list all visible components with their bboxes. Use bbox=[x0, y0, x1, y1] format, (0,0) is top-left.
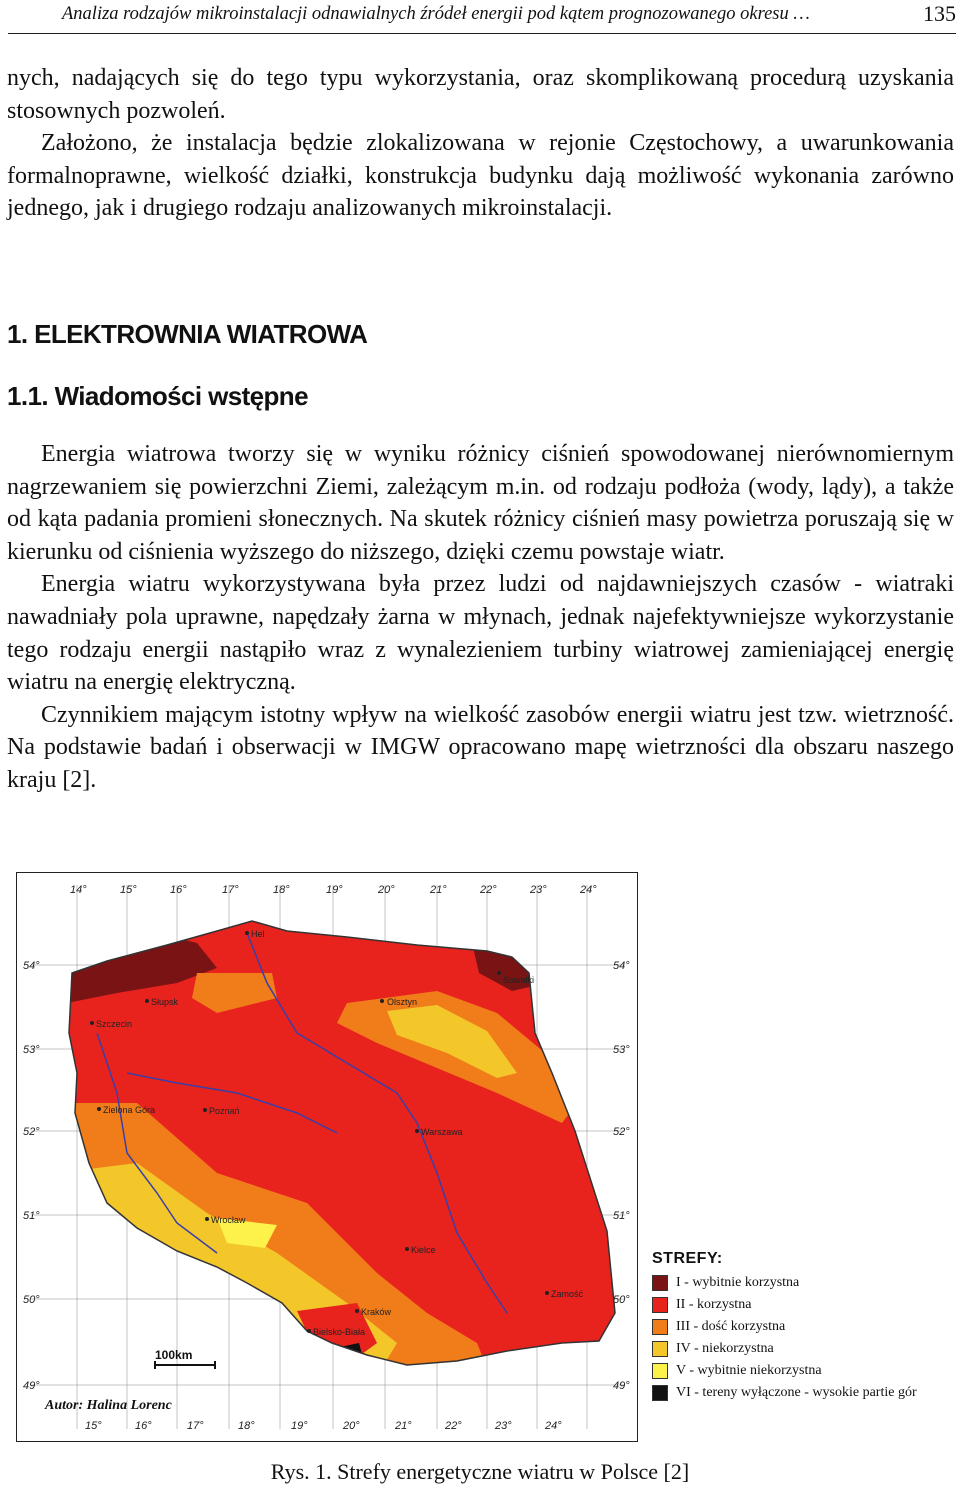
svg-text:Zamość: Zamość bbox=[551, 1289, 584, 1299]
paragraph-windiness: Czynnikiem mającym istotny wpływ na wielkość zasobów energii wiatru jest tzw. wietrzność. Na podstawie badań i obserwacji w IMGW opracowano mapę wietrzności dla obszaru naszego kraju [2]. bbox=[7, 701, 954, 793]
paragraph-continuation: nych, nadających się do tego typu wykorzystania, oraz skomplikowaną procedurą uzyskania stosownych pozwoleń. bbox=[7, 65, 954, 124]
svg-text:Suwałki: Suwałki bbox=[503, 975, 535, 985]
svg-text:15°: 15° bbox=[120, 884, 137, 896]
svg-text:19°: 19° bbox=[326, 884, 343, 896]
svg-text:18°: 18° bbox=[273, 884, 290, 896]
svg-text:Olsztyn: Olsztyn bbox=[387, 997, 418, 1007]
svg-text:24°: 24° bbox=[545, 1420, 562, 1432]
legend-label: VI - tereny wyłączone - wysokie partie gór bbox=[676, 1385, 917, 1400]
legend-swatch bbox=[652, 1385, 668, 1401]
svg-text:17°: 17° bbox=[222, 884, 239, 896]
map-svg bbox=[17, 873, 637, 1441]
svg-text:16°: 16° bbox=[170, 884, 187, 896]
svg-text:54°: 54° bbox=[613, 960, 630, 972]
svg-text:Szczecin: Szczecin bbox=[96, 1019, 133, 1029]
svg-text:Wrocław: Wrocław bbox=[211, 1215, 246, 1225]
intro-text bbox=[7, 62, 954, 225]
svg-text:54°: 54° bbox=[23, 960, 40, 972]
svg-text:22°: 22° bbox=[445, 1420, 462, 1432]
svg-text:Kielce: Kielce bbox=[411, 1245, 436, 1255]
svg-text:Warszawa: Warszawa bbox=[421, 1127, 463, 1137]
paragraph-wind-origin: Energia wiatrowa tworzy się w wyniku różnicy ciśnień spowodowanej nierównomiernym nagrzewaniem się powierzchni Ziemi, zależącym m.in. od rodzaju podłoża (wody, lądy), a także od kąta padania promieni słonecznych. Na skutek różnicy ciśnień masy powietrza poruszają się w kierunku od ciśnienia wyższego do niższego, dzięki czemu powstaje wiatr. bbox=[7, 441, 954, 565]
running-header bbox=[8, 0, 956, 34]
svg-text:50°: 50° bbox=[23, 1294, 40, 1306]
svg-text:49°: 49° bbox=[23, 1380, 40, 1392]
legend-title: STREFY: bbox=[652, 1250, 723, 1267]
legend-item bbox=[652, 1294, 952, 1316]
svg-text:Zielona Góra: Zielona Góra bbox=[103, 1105, 156, 1115]
paragraph-wind-history: Energia wiatru wykorzystywana była przez ludzi od najdawniejszych czasów - wiatraki nawadniały pola uprawne, napędzały żarna w młynach, jednak najefektywniejsze wykorzystanie tego rodzaju energii nastąpiło wraz z wynalezieniem turbiny wiatrowej zamieniającej energię wiatru na energię elektryczną. bbox=[7, 571, 954, 696]
legend-swatch bbox=[652, 1319, 668, 1335]
svg-text:52°: 52° bbox=[23, 1126, 40, 1138]
svg-text:51°: 51° bbox=[613, 1210, 630, 1222]
svg-text:Poznań: Poznań bbox=[209, 1106, 240, 1116]
map-author: Autor: Halina Lorenc bbox=[45, 1398, 172, 1413]
wind-zone-map bbox=[16, 872, 638, 1442]
wind-zones bbox=[17, 873, 637, 1441]
map-scale-bar bbox=[155, 1348, 215, 1369]
figure-caption: Rys. 1. Strefy energetyczne wiatru w Polsce [2] bbox=[270, 1459, 690, 1484]
svg-text:53°: 53° bbox=[23, 1044, 40, 1056]
svg-text:23°: 23° bbox=[495, 1420, 512, 1432]
svg-text:50°: 50° bbox=[613, 1294, 630, 1306]
legend-swatch bbox=[652, 1363, 668, 1379]
svg-text:Słupsk: Słupsk bbox=[151, 997, 179, 1007]
svg-text:18°: 18° bbox=[238, 1420, 255, 1432]
subsection-heading: 1.1. Wiadomości wstępne bbox=[7, 381, 308, 411]
svg-text:51°: 51° bbox=[23, 1210, 40, 1222]
svg-text:20°: 20° bbox=[343, 1420, 360, 1432]
svg-text:19°: 19° bbox=[291, 1420, 308, 1432]
scale-label: 100km bbox=[155, 1348, 193, 1362]
svg-text:21°: 21° bbox=[430, 884, 447, 896]
legend-item bbox=[652, 1360, 952, 1382]
legend-item bbox=[652, 1338, 952, 1360]
legend-swatch bbox=[652, 1275, 668, 1291]
legend-swatch bbox=[652, 1297, 668, 1313]
legend-label: IV - niekorzystna bbox=[676, 1341, 774, 1356]
svg-text:15°: 15° bbox=[85, 1420, 102, 1432]
svg-text:52°: 52° bbox=[613, 1126, 630, 1138]
svg-text:20°: 20° bbox=[378, 884, 395, 896]
map-legend bbox=[652, 1250, 952, 1404]
legend-label: II - korzystna bbox=[676, 1297, 752, 1312]
legend-label: V - wybitnie niekorzystna bbox=[676, 1363, 822, 1378]
svg-text:17°: 17° bbox=[187, 1420, 204, 1432]
main-text bbox=[7, 438, 954, 797]
legend-label: III - dość korzystna bbox=[676, 1319, 786, 1334]
paragraph-location: Założono, że instalacja będzie zlokalizowana w rejonie Częstochowy, a uwarunkowania formalnoprawne, wielkość działki, konstrukcja budynku dają możliwość wykonania zarówno jednego, jak i drugiego rodzaju analizowanych mikroinstalacji. bbox=[7, 130, 954, 222]
section-heading: 1. ELEKTROWNIA WIATROWA bbox=[7, 319, 368, 349]
running-title: Analiza rodzajów mikroinstalacji odnawialnych źródeł energii pod kątem prognozowanego okresu … bbox=[62, 4, 810, 24]
svg-text:Kraków: Kraków bbox=[361, 1307, 392, 1317]
svg-text:21°: 21° bbox=[395, 1420, 412, 1432]
page-number: 135 bbox=[923, 1, 956, 26]
legend-label: I - wybitnie korzystna bbox=[676, 1275, 800, 1290]
legend-item bbox=[652, 1382, 952, 1404]
legend-swatch bbox=[652, 1341, 668, 1357]
svg-text:14°: 14° bbox=[70, 884, 87, 896]
svg-text:Bielsko-Biała: Bielsko-Biała bbox=[313, 1327, 366, 1337]
svg-text:24°: 24° bbox=[580, 884, 597, 896]
svg-text:53°: 53° bbox=[613, 1044, 630, 1056]
svg-text:49°: 49° bbox=[613, 1380, 630, 1392]
legend-item bbox=[652, 1316, 952, 1338]
svg-text:Hel: Hel bbox=[251, 929, 265, 939]
svg-text:16°: 16° bbox=[135, 1420, 152, 1432]
svg-text:23°: 23° bbox=[530, 884, 547, 896]
legend-item bbox=[652, 1272, 952, 1294]
svg-text:22°: 22° bbox=[480, 884, 497, 896]
